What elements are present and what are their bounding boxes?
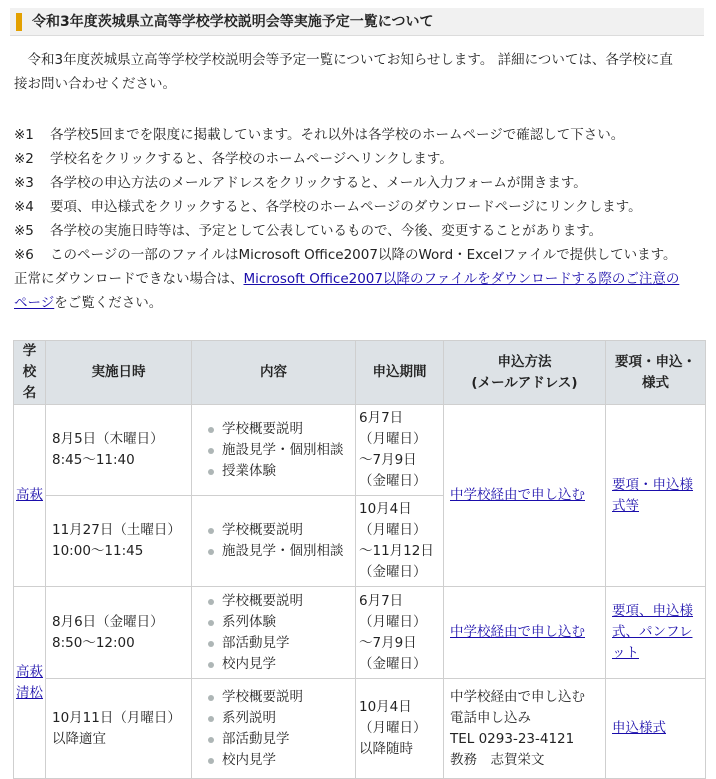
section-heading — [10, 8, 704, 36]
header-method: 申込方法 (メールアドレス) — [444, 341, 606, 405]
content-item: 系列体験 — [208, 612, 349, 633]
method-cell: 中学校経由で申し込む 電話申し込み TEL 0293-23-4121 教務 志賀栄文 — [444, 679, 606, 779]
note-mark: ※4 — [14, 199, 34, 215]
note-mark: ※6 — [14, 247, 34, 263]
note-item — [14, 123, 709, 147]
period-cell: 10月4日 （月曜日） ～11月12日 （金曜日） — [356, 496, 444, 587]
note-text: 各学校5回までを限度に掲載しています。それ以外は各学校のホームページで確認して下さい。 — [50, 127, 625, 143]
content-item: 施設見学・個別相談 — [208, 541, 349, 562]
note-text: 各学校の実施日時等は、予定として公表しているもので、今後、変更することがあります。 — [50, 223, 603, 239]
content-item: 学校概要説明 — [208, 687, 349, 708]
header-period: 申込期間 — [356, 341, 444, 405]
forms-cell — [606, 679, 706, 779]
school-link-takahagi[interactable]: 高萩 — [16, 487, 43, 503]
note-mark: ※2 — [14, 151, 34, 167]
date-cell: 11月27日（土曜日） 10:00～11:45 — [46, 496, 192, 587]
note-6-prefix: 正常にダウンロードできない場合は、 — [14, 271, 244, 287]
table-row — [14, 405, 706, 496]
table-row — [14, 679, 706, 779]
forms-cell — [606, 405, 706, 587]
content-item: 系列説明 — [208, 708, 349, 729]
content-cell — [192, 496, 356, 587]
forms-link[interactable]: 要項、申込様式、パンフレット — [612, 603, 693, 661]
note-text: 学校名をクリックすると、各学校のホームページへリンクします。 — [50, 151, 453, 167]
office-download-notice-link[interactable]: Microsoft Office2007以降のファイルをダウンロードする際のご注意の — [243, 271, 680, 287]
content-item: 学校概要説明 — [208, 419, 349, 440]
note-6-continuation — [14, 267, 709, 291]
method-cell — [444, 587, 606, 679]
period-cell: 6月7日 （月曜日） ～7月9日 （金曜日） — [356, 405, 444, 496]
table-row — [14, 587, 706, 679]
note-mark: ※3 — [14, 175, 34, 191]
method-cell — [444, 405, 606, 587]
note-6-suffix: をご覧ください。 — [54, 295, 163, 311]
note-item — [14, 219, 709, 243]
notes-list — [14, 123, 709, 315]
content-item: 校内見学 — [208, 654, 349, 675]
content-item: 校内見学 — [208, 750, 349, 771]
date-cell: 8月5日（木曜日） 8:45～11:40 — [46, 405, 192, 496]
school-link-seisho[interactable]: 高萩 清松 — [16, 663, 43, 701]
method-link[interactable]: 中学校経由で申し込む — [450, 624, 585, 640]
period-cell: 10月4日 （月曜日） 以降随時 — [356, 679, 444, 779]
header-content: 内容 — [192, 341, 356, 405]
intro-text — [14, 48, 704, 96]
content-item: 学校概要説明 — [208, 520, 349, 541]
date-cell: 8月6日（金曜日） 8:50～12:00 — [46, 587, 192, 679]
note-item — [14, 171, 709, 195]
school-cell — [14, 587, 46, 779]
date-cell: 10月11日（月曜日） 以降適宜 — [46, 679, 192, 779]
content-item: 部活動見学 — [208, 633, 349, 654]
forms-link[interactable]: 要項・申込様式等 — [612, 476, 693, 514]
content-cell — [192, 679, 356, 779]
note-item — [14, 195, 709, 219]
content-item: 施設見学・個別相談 — [208, 440, 349, 461]
content-item: 授業体験 — [208, 461, 349, 482]
content-cell — [192, 405, 356, 496]
heading-accent-bar — [16, 13, 22, 31]
method-link[interactable]: 中学校経由で申し込む — [450, 487, 585, 503]
note-text: 要項、申込様式をクリックすると、各学校のホームページのダウンロードページにリンクします。 — [50, 199, 642, 215]
note-text: このページの一部のファイルはMicrosoft Office2007以降のWord・Excelファイルで提供しています。 — [50, 247, 677, 263]
note-mark: ※1 — [14, 127, 34, 143]
note-6-continuation-2 — [14, 291, 709, 315]
office-download-notice-link-2[interactable]: ページ — [14, 295, 55, 311]
school-cell — [14, 405, 46, 587]
page-title: 令和3年度茨城県立高等学校学校説明会等実施予定一覧について — [32, 14, 434, 30]
forms-link[interactable]: 申込様式 — [612, 720, 666, 736]
intro-line: 接お問い合わせください。 — [14, 76, 176, 92]
note-item — [14, 147, 709, 171]
table-header-row — [14, 341, 706, 405]
schedule-table — [13, 340, 706, 779]
period-cell: 6月7日 （月曜日） ～7月9日 （金曜日） — [356, 587, 444, 679]
forms-cell — [606, 587, 706, 679]
content-item: 学校概要説明 — [208, 591, 349, 612]
intro-line: 令和3年度茨城県立高等学校学校説明会等予定一覧についてお知らせします。 詳細については、各学校に直 — [27, 52, 673, 68]
header-date: 実施日時 — [46, 341, 192, 405]
header-school: 学校 名 — [14, 341, 46, 405]
note-mark: ※5 — [14, 223, 34, 239]
note-text: 各学校の申込方法のメールアドレスをクリックすると、メール入力フォームが開きます。 — [50, 175, 587, 191]
header-forms: 要項・申込・ 様式 — [606, 341, 706, 405]
content-cell — [192, 587, 356, 679]
content-item: 部活動見学 — [208, 729, 349, 750]
note-item — [14, 243, 709, 267]
